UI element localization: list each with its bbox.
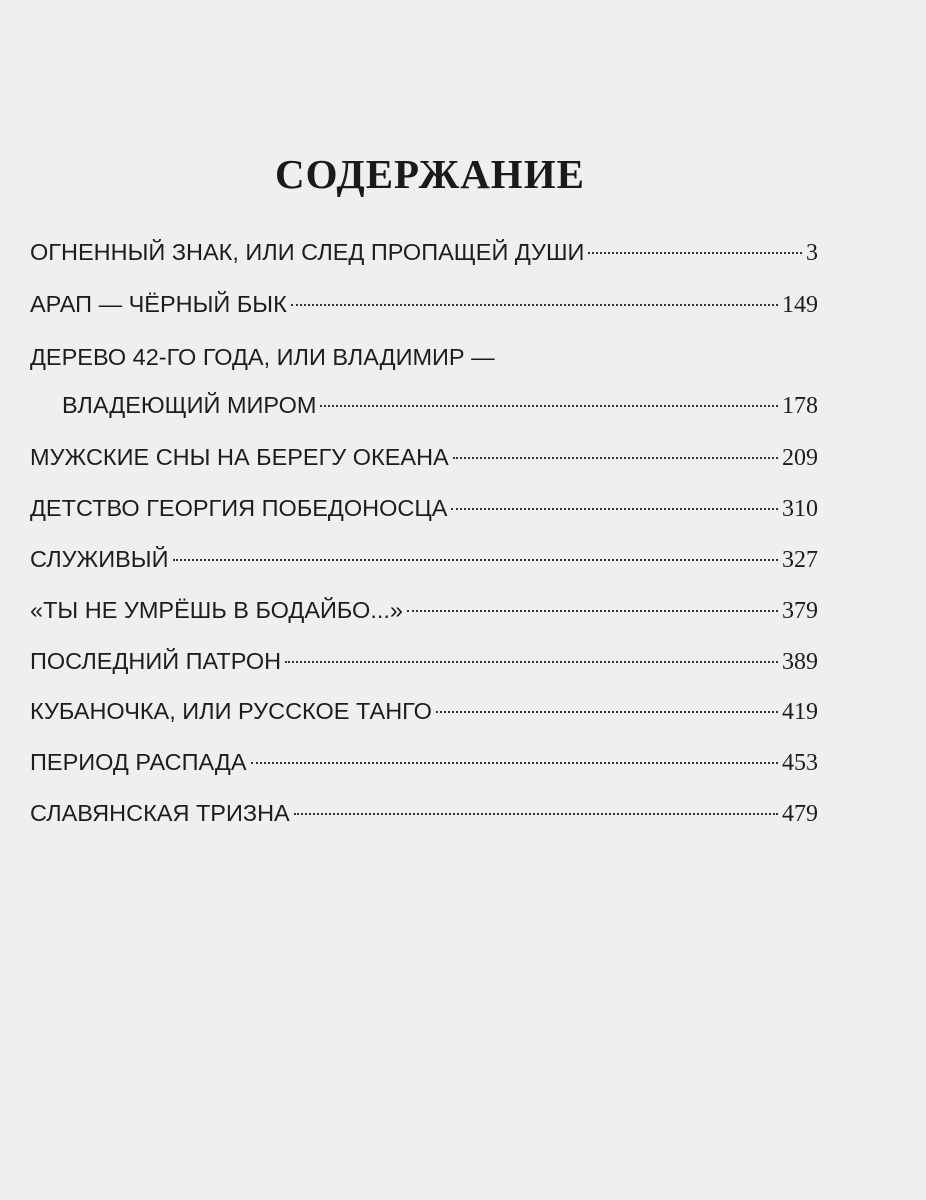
- toc-entry: [30, 793, 818, 833]
- dot-leader: [453, 457, 778, 459]
- toc-entry-title: ПОСЛЕДНИЙ ПАТРОН: [30, 648, 282, 674]
- toc-entry-page: 479: [782, 801, 818, 827]
- toc-entry: [30, 590, 818, 630]
- toc-entry: [30, 284, 818, 324]
- toc-entry-title: «ТЫ НЕ УМРЁШЬ В БОДАЙБО...»: [30, 597, 403, 623]
- toc-entry: [30, 691, 818, 731]
- toc-entry: [30, 539, 818, 579]
- toc-entry-page: 419: [782, 699, 818, 725]
- toc-entry-page: 178: [782, 393, 818, 419]
- toc-entry: [30, 437, 818, 477]
- toc-entry-title-line2: ВЛАДЕЮЩИЙ МИРОМ: [62, 392, 317, 418]
- toc-entry: [30, 232, 818, 272]
- toc-entry: [30, 488, 818, 528]
- dot-leader: [451, 508, 778, 510]
- toc-entry-page: 389: [782, 649, 818, 675]
- toc-entry-title-line1: ДЕРЕВО 42-ГО ГОДА, ИЛИ ВЛАДИМИР —: [30, 344, 495, 370]
- dot-leader: [320, 405, 778, 407]
- toc-entry-title: ПЕРИОД РАСПАДА: [30, 749, 247, 775]
- toc-entry-title: ДЕТСТВО ГЕОРГИЯ ПОБЕДОНОСЦА: [30, 495, 448, 521]
- dot-leader: [588, 252, 802, 254]
- table-of-contents: [30, 0, 818, 1200]
- toc-entry: [30, 742, 818, 782]
- toc-entry: [30, 385, 818, 425]
- toc-entry-page: 149: [782, 292, 818, 318]
- toc-entry-page: 453: [782, 750, 818, 776]
- dot-leader: [436, 711, 778, 713]
- toc-entry-title: МУЖСКИЕ СНЫ НА БЕРЕГУ ОКЕАНА: [30, 444, 449, 470]
- dot-leader: [173, 559, 779, 561]
- dot-leader: [291, 304, 778, 306]
- dot-leader: [285, 661, 778, 663]
- toc-entry-page: 379: [782, 598, 818, 624]
- toc-entry-page: 327: [782, 547, 818, 573]
- toc-entry-page: 209: [782, 445, 818, 471]
- dot-leader: [407, 610, 778, 612]
- toc-entry-page: 3: [806, 240, 818, 266]
- dot-leader: [251, 762, 778, 764]
- toc-entry-page: 310: [782, 496, 818, 522]
- toc-entry-title: СЛУЖИВЫЙ: [30, 546, 169, 572]
- page-title: СОДЕРЖАНИЕ: [275, 151, 585, 197]
- toc-entry: [30, 641, 818, 681]
- toc-entry-title: СЛАВЯНСКАЯ ТРИЗНА: [30, 800, 290, 826]
- toc-entry-title: АРАП — ЧЁРНЫЙ БЫК: [30, 291, 287, 317]
- toc-entry-title: КУБАНОЧКА, ИЛИ РУССКОЕ ТАНГО: [30, 698, 432, 724]
- toc-entry-title: ОГНЕННЫЙ ЗНАК, ИЛИ СЛЕД ПРОПАЩЕЙ ДУШИ: [30, 239, 585, 265]
- dot-leader: [294, 813, 778, 815]
